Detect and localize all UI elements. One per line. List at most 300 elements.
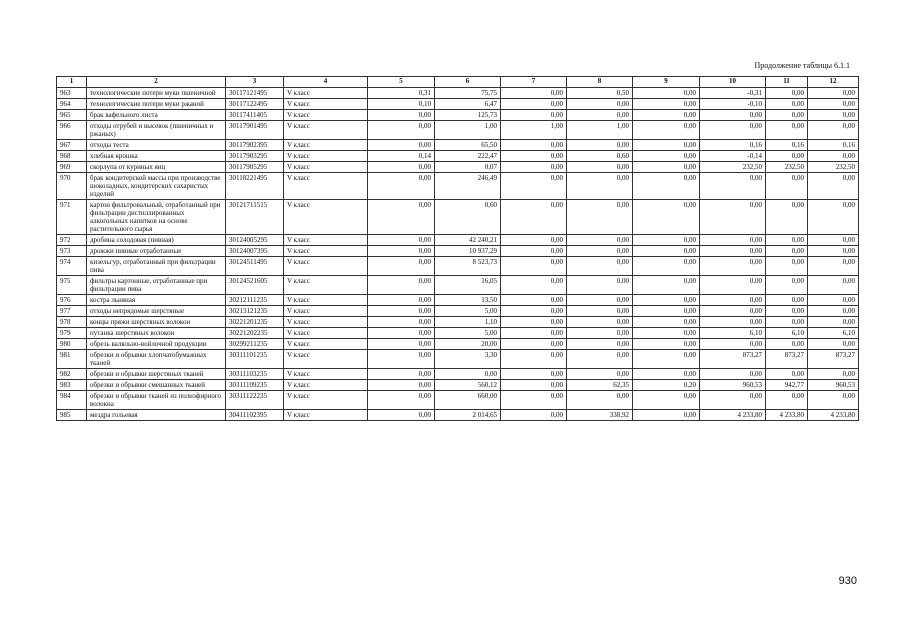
table-cell: 0,00 xyxy=(368,235,435,246)
table-cell: V класс xyxy=(284,306,368,317)
table-cell: V класс xyxy=(284,246,368,257)
table-cell: 0,00 xyxy=(766,317,808,328)
table-row xyxy=(57,339,859,350)
table-cell: отходы отрубей и высевок (пшеничных и ржаных) xyxy=(87,121,226,140)
table-cell: 970 xyxy=(57,173,87,200)
table-cell: 0,00 xyxy=(368,410,435,421)
table-cell: 978 xyxy=(57,317,87,328)
table-cell: 0,00 xyxy=(567,235,633,246)
table-cell: 0,00 xyxy=(501,391,567,410)
header-row xyxy=(57,77,859,88)
table-cell: кизельгур, отработанный при фильтрации пива xyxy=(87,257,226,276)
table-cell: 0,00 xyxy=(766,369,808,380)
table-cell: 0,00 xyxy=(368,369,435,380)
table-cell: 10 937,29 xyxy=(435,246,501,257)
table-cell: 0,00 xyxy=(501,173,567,200)
table-cell: 979 xyxy=(57,328,87,339)
table-cell: 0,00 xyxy=(567,246,633,257)
table-cell: скорлупа от куриных яиц xyxy=(87,162,226,173)
table-cell: 125,73 xyxy=(435,110,501,121)
table-cell: 0,00 xyxy=(808,110,859,121)
table-cell: 873,27 xyxy=(808,350,859,369)
table-cell: 0,00 xyxy=(808,317,859,328)
table-row xyxy=(57,200,859,235)
table-row xyxy=(57,328,859,339)
table-cell: V класс xyxy=(284,235,368,246)
table-cell: 232,50 xyxy=(700,162,766,173)
table-cell: 965 xyxy=(57,110,87,121)
table-cell: технологические потери муки пшеничной xyxy=(87,88,226,99)
table-cell: 0,00 xyxy=(368,306,435,317)
table-cell: 0,00 xyxy=(633,306,700,317)
table-cell: 0,00 xyxy=(435,369,501,380)
table-cell: 1,00 xyxy=(567,121,633,140)
table-cell: 30212111235 xyxy=(226,295,284,306)
table-row xyxy=(57,173,859,200)
table-cell: 0,00 xyxy=(808,276,859,295)
table-cell: 0,00 xyxy=(700,246,766,257)
table-cell: 0,60 xyxy=(567,151,633,162)
table-cell: 0,00 xyxy=(368,173,435,200)
table-cell: 972 xyxy=(57,235,87,246)
table-cell: 0,00 xyxy=(766,257,808,276)
table-cell: 0,00 xyxy=(808,391,859,410)
table-cell: 6,10 xyxy=(700,328,766,339)
table-cell: 0,00 xyxy=(766,99,808,110)
table-row xyxy=(57,162,859,173)
table-cell: 0,00 xyxy=(700,173,766,200)
table-cell: 0,00 xyxy=(808,235,859,246)
table-cell: 0,00 xyxy=(567,350,633,369)
table-cell: 0,00 xyxy=(700,306,766,317)
table-cell: 0,00 xyxy=(633,173,700,200)
table-cell: V класс xyxy=(284,328,368,339)
table-cell: 30117903295 xyxy=(226,151,284,162)
table-cell: 966 xyxy=(57,121,87,140)
table-cell: 660,00 xyxy=(435,391,501,410)
table-cell: 0,00 xyxy=(766,110,808,121)
table-cell: 6,10 xyxy=(766,328,808,339)
table-cell: V класс xyxy=(284,121,368,140)
column-header: 12 xyxy=(808,77,859,88)
table-cell: 963 xyxy=(57,88,87,99)
table-cell: 0,00 xyxy=(808,306,859,317)
table-cell: V класс xyxy=(284,339,368,350)
table-cell: 6,47 xyxy=(435,99,501,110)
table-cell: 982 xyxy=(57,369,87,380)
table-cell: 0,00 xyxy=(633,110,700,121)
table-cell: 30117411405 xyxy=(226,110,284,121)
table-cell: 0,00 xyxy=(501,410,567,421)
table-row xyxy=(57,99,859,110)
table-cell: 0,00 xyxy=(633,99,700,110)
table-cell: 0,00 xyxy=(567,200,633,235)
table-cell: 232,50 xyxy=(766,162,808,173)
table-row xyxy=(57,369,859,380)
table-cell: 0,07 xyxy=(435,162,501,173)
table-cell: 62,35 xyxy=(567,380,633,391)
table-cell: 0,00 xyxy=(368,339,435,350)
table-cell: 30124007395 xyxy=(226,246,284,257)
table-cell: 960,53 xyxy=(808,380,859,391)
table-row xyxy=(57,295,859,306)
table-cell: 0,00 xyxy=(501,317,567,328)
table-cell: 30117121495 xyxy=(226,88,284,99)
table-cell: 0,00 xyxy=(633,350,700,369)
table-cell: 0,00 xyxy=(368,162,435,173)
table-cell: 0,00 xyxy=(501,306,567,317)
table-cell: 1,10 xyxy=(435,317,501,328)
table-cell: -0,31 xyxy=(700,88,766,99)
table-cell: 0,00 xyxy=(808,99,859,110)
table-cell: 0,00 xyxy=(501,140,567,151)
table-cell: 0,00 xyxy=(567,306,633,317)
table-cell: -0,14 xyxy=(700,151,766,162)
table-cell: 30117901495 xyxy=(226,121,284,140)
table-cell: 971 xyxy=(57,200,87,235)
table-cell: V класс xyxy=(284,295,368,306)
table-cell: 30118221495 xyxy=(226,173,284,200)
table-cell: 0,00 xyxy=(766,246,808,257)
table-cell: 0,00 xyxy=(633,317,700,328)
table-cell: 0,00 xyxy=(368,380,435,391)
table-row xyxy=(57,276,859,295)
table-cell: 0,00 xyxy=(808,88,859,99)
column-header: 8 xyxy=(567,77,633,88)
table-cell: 0,00 xyxy=(501,110,567,121)
table-cell: 30311109235 xyxy=(226,380,284,391)
table-cell: V класс xyxy=(284,99,368,110)
table-cell: 0,00 xyxy=(368,200,435,235)
table-row xyxy=(57,121,859,140)
table-cell: концы пряжи шерстяных волокон xyxy=(87,317,226,328)
table-cell: 0,00 xyxy=(808,173,859,200)
table-cell: 0,00 xyxy=(700,110,766,121)
table-cell: 0,00 xyxy=(700,235,766,246)
table-cell: 0,00 xyxy=(700,339,766,350)
table-row xyxy=(57,257,859,276)
table-row xyxy=(57,235,859,246)
table-cell: 222,47 xyxy=(435,151,501,162)
table-cell: 0,00 xyxy=(766,173,808,200)
table-cell: 0,00 xyxy=(633,369,700,380)
table-cell: 980 xyxy=(57,339,87,350)
table-cell: 5,00 xyxy=(435,328,501,339)
table-caption: Продолжение таблицы 6.1.1 xyxy=(754,61,850,70)
column-header: 3 xyxy=(226,77,284,88)
table-cell: 0,00 xyxy=(808,151,859,162)
table-cell: 0,00 xyxy=(501,235,567,246)
table-cell: 0,00 xyxy=(368,276,435,295)
table-cell: 968 xyxy=(57,151,87,162)
table-cell: V класс xyxy=(284,162,368,173)
table-cell: V класс xyxy=(284,317,368,328)
table-cell: V класс xyxy=(284,110,368,121)
table-cell: 30221201235 xyxy=(226,317,284,328)
table-row xyxy=(57,380,859,391)
table-cell: 0,00 xyxy=(633,162,700,173)
table-cell: 0,00 xyxy=(700,295,766,306)
table-cell: 0,00 xyxy=(633,328,700,339)
table-cell: брак кондитерской массы при производстве шоколадных, кондитерских сахаристых изделий xyxy=(87,173,226,200)
table-cell: 0,00 xyxy=(567,276,633,295)
table-cell: 0,00 xyxy=(567,391,633,410)
column-header: 10 xyxy=(700,77,766,88)
column-header: 5 xyxy=(368,77,435,88)
table-row xyxy=(57,410,859,421)
table-cell: 30311122235 xyxy=(226,391,284,410)
table-cell: 246,49 xyxy=(435,173,501,200)
table-cell: V класс xyxy=(284,257,368,276)
table-cell: мездра гольевая xyxy=(87,410,226,421)
table-cell: 984 xyxy=(57,391,87,410)
table-cell: 942,77 xyxy=(766,380,808,391)
table-cell: 0,00 xyxy=(766,295,808,306)
table-cell: 0,00 xyxy=(501,276,567,295)
table-cell: 981 xyxy=(57,350,87,369)
table-cell: 30213121235 xyxy=(226,306,284,317)
table-cell: 1,00 xyxy=(501,121,567,140)
table-cell: 0,00 xyxy=(766,121,808,140)
table-row xyxy=(57,391,859,410)
column-header: 7 xyxy=(501,77,567,88)
table-cell: 0,00 xyxy=(368,246,435,257)
table-cell: 0,00 xyxy=(501,200,567,235)
table-cell: 0,00 xyxy=(501,151,567,162)
table-cell: 0,00 xyxy=(567,328,633,339)
table-cell: брак вафельного листа xyxy=(87,110,226,121)
table-cell: 0,00 xyxy=(766,306,808,317)
table-cell: путанка шерстяных волокон xyxy=(87,328,226,339)
table-cell: V класс xyxy=(284,276,368,295)
table-cell: 30121711515 xyxy=(226,200,284,235)
table-cell: обрезь валяльно-войлочной продукции xyxy=(87,339,226,350)
table-cell: 30411102395 xyxy=(226,410,284,421)
table-cell: 0,00 xyxy=(567,99,633,110)
table-cell: обрезки и обрывки хлопчатобумажных тканей xyxy=(87,350,226,369)
table-cell: 0,00 xyxy=(700,369,766,380)
table-cell: 964 xyxy=(57,99,87,110)
table-cell: 0,00 xyxy=(368,317,435,328)
table-cell: дробина солодовая (пивная) xyxy=(87,235,226,246)
table-cell: 0,00 xyxy=(501,369,567,380)
table-cell: 0,00 xyxy=(808,295,859,306)
table-cell: 20,00 xyxy=(435,339,501,350)
table-cell: 30117122495 xyxy=(226,99,284,110)
table-cell: обрезки и обрывки смешанных тканей xyxy=(87,380,226,391)
table-cell: 0,00 xyxy=(501,295,567,306)
table-cell: 983 xyxy=(57,380,87,391)
table-cell: V класс xyxy=(284,380,368,391)
table-cell: обрезки и обрывки тканей из полиэфирного волокна xyxy=(87,391,226,410)
table-cell: 75,75 xyxy=(435,88,501,99)
table-cell: 2 014,65 xyxy=(435,410,501,421)
table-cell: 65,50 xyxy=(435,140,501,151)
table-cell: 30124005295 xyxy=(226,235,284,246)
table-cell: 0,00 xyxy=(633,88,700,99)
table-cell: технологические потери муки ржаной xyxy=(87,99,226,110)
table-cell: 0,00 xyxy=(567,140,633,151)
table-cell: 969 xyxy=(57,162,87,173)
table-cell: V класс xyxy=(284,391,368,410)
table-cell: 975 xyxy=(57,276,87,295)
table-cell: -0,10 xyxy=(700,99,766,110)
column-header: 1 xyxy=(57,77,87,88)
column-header: 9 xyxy=(633,77,700,88)
table-cell: 0,00 xyxy=(501,380,567,391)
table-cell: V класс xyxy=(284,173,368,200)
table-cell: V класс xyxy=(284,350,368,369)
table-cell: 0,00 xyxy=(368,140,435,151)
table-cell: 0,31 xyxy=(368,88,435,99)
table-cell: 0,00 xyxy=(633,339,700,350)
table-cell: 0,00 xyxy=(766,151,808,162)
table-cell: 0,00 xyxy=(633,121,700,140)
table-cell: 1,00 xyxy=(435,121,501,140)
table-cell: 0,00 xyxy=(567,295,633,306)
table-cell: 0,00 xyxy=(808,200,859,235)
column-header: 2 xyxy=(87,77,226,88)
table-cell: 30311103235 xyxy=(226,369,284,380)
table-cell: 0,10 xyxy=(368,99,435,110)
table-cell: 0,00 xyxy=(633,246,700,257)
table-cell: хлебная крошка xyxy=(87,151,226,162)
table-cell: 6,10 xyxy=(808,328,859,339)
table-cell: 985 xyxy=(57,410,87,421)
table-cell: 974 xyxy=(57,257,87,276)
table-cell: отходы теста xyxy=(87,140,226,151)
table-cell: дрожжи пивные отработанные xyxy=(87,246,226,257)
table-cell: 0,00 xyxy=(368,257,435,276)
table-cell: 0,00 xyxy=(368,295,435,306)
table-cell: V класс xyxy=(284,200,368,235)
table-cell: 0,00 xyxy=(501,99,567,110)
table-cell: 0,00 xyxy=(501,246,567,257)
table-cell: 0,16 xyxy=(700,140,766,151)
table-cell: 0,00 xyxy=(567,369,633,380)
table-cell: 0,00 xyxy=(368,328,435,339)
table-cell: 973 xyxy=(57,246,87,257)
table-cell: V класс xyxy=(284,140,368,151)
table-cell: 4 233,80 xyxy=(700,410,766,421)
column-header: 11 xyxy=(766,77,808,88)
table-cell: V класс xyxy=(284,88,368,99)
table-cell: 0,00 xyxy=(633,151,700,162)
waste-table xyxy=(56,76,859,421)
table-cell: V класс xyxy=(284,410,368,421)
table-cell: 0,16 xyxy=(766,140,808,151)
table-row xyxy=(57,151,859,162)
table-cell: 0,00 xyxy=(633,235,700,246)
table-cell: 0,00 xyxy=(700,276,766,295)
table-cell: 0,00 xyxy=(808,257,859,276)
table-cell: 0,20 xyxy=(633,380,700,391)
table-cell: 0,00 xyxy=(766,276,808,295)
table-cell: фильтры картонные, отработанные при фильтрации пива xyxy=(87,276,226,295)
table-row xyxy=(57,317,859,328)
table-cell: 0,50 xyxy=(567,88,633,99)
table-cell: 0,00 xyxy=(368,391,435,410)
table-cell: 0,00 xyxy=(633,276,700,295)
table-cell: 0,00 xyxy=(808,121,859,140)
table-row xyxy=(57,88,859,99)
table-cell: 30117905295 xyxy=(226,162,284,173)
table-cell: 0,16 xyxy=(808,140,859,151)
table-cell: 0,00 xyxy=(567,339,633,350)
table-cell: отходы непрядомые шерстяные xyxy=(87,306,226,317)
table-cell: 42 240,21 xyxy=(435,235,501,246)
table-cell: 967 xyxy=(57,140,87,151)
table-cell: 0,60 xyxy=(435,200,501,235)
table-cell: 338,92 xyxy=(567,410,633,421)
table-row xyxy=(57,246,859,257)
table-cell: 16,05 xyxy=(435,276,501,295)
table-cell: 0,00 xyxy=(501,162,567,173)
table-cell: 4 233,80 xyxy=(808,410,859,421)
table-cell: 4 233,80 xyxy=(766,410,808,421)
table-cell: 0,00 xyxy=(368,350,435,369)
table-row xyxy=(57,140,859,151)
table-cell: 976 xyxy=(57,295,87,306)
table-cell: 873,27 xyxy=(766,350,808,369)
table-cell: картон фильтровальный, отработанный при фильтрации дистиллированных алкогольных напитков на основе растительного сырья xyxy=(87,200,226,235)
table-cell: 560,12 xyxy=(435,380,501,391)
table-cell: 8 523,73 xyxy=(435,257,501,276)
table-cell: 0,00 xyxy=(567,162,633,173)
table-cell: 0,00 xyxy=(808,369,859,380)
table-cell: 0,00 xyxy=(567,110,633,121)
table-cell: 0,00 xyxy=(501,328,567,339)
table-cell: 873,27 xyxy=(700,350,766,369)
table-cell: 0,00 xyxy=(766,339,808,350)
table-cell: 960,53 xyxy=(700,380,766,391)
table-cell: 0,00 xyxy=(808,339,859,350)
table-cell: 30117902395 xyxy=(226,140,284,151)
table-cell: 0,00 xyxy=(501,339,567,350)
table-cell: 0,00 xyxy=(808,246,859,257)
table-cell: 0,14 xyxy=(368,151,435,162)
table-cell: 0,00 xyxy=(700,121,766,140)
table-cell: 232,50 xyxy=(808,162,859,173)
table-cell: 0,00 xyxy=(501,257,567,276)
table-cell: 0,00 xyxy=(567,173,633,200)
table-cell: 0,00 xyxy=(633,200,700,235)
table-row xyxy=(57,306,859,317)
table-cell: 0,00 xyxy=(766,391,808,410)
table-cell: 30221202235 xyxy=(226,328,284,339)
table-cell: 30311101235 xyxy=(226,350,284,369)
table-cell: 30124511495 xyxy=(226,257,284,276)
table-cell: 0,00 xyxy=(501,350,567,369)
table-cell: 0,00 xyxy=(567,257,633,276)
table-cell: 3,30 xyxy=(435,350,501,369)
table-body xyxy=(57,88,859,421)
table-cell: 0,00 xyxy=(368,121,435,140)
table-cell: 977 xyxy=(57,306,87,317)
table-cell: 0,00 xyxy=(700,391,766,410)
table-cell: 0,00 xyxy=(633,140,700,151)
table-cell: 0,00 xyxy=(766,200,808,235)
table-cell: 0,00 xyxy=(766,88,808,99)
table-cell: 13,50 xyxy=(435,295,501,306)
table-cell: костра льняная xyxy=(87,295,226,306)
table-cell: 0,00 xyxy=(700,200,766,235)
table-cell: 0,00 xyxy=(700,317,766,328)
table-cell: V класс xyxy=(284,151,368,162)
page-number: 930 xyxy=(838,575,857,587)
table-cell: 0,00 xyxy=(567,317,633,328)
table-cell: 30124521605 xyxy=(226,276,284,295)
